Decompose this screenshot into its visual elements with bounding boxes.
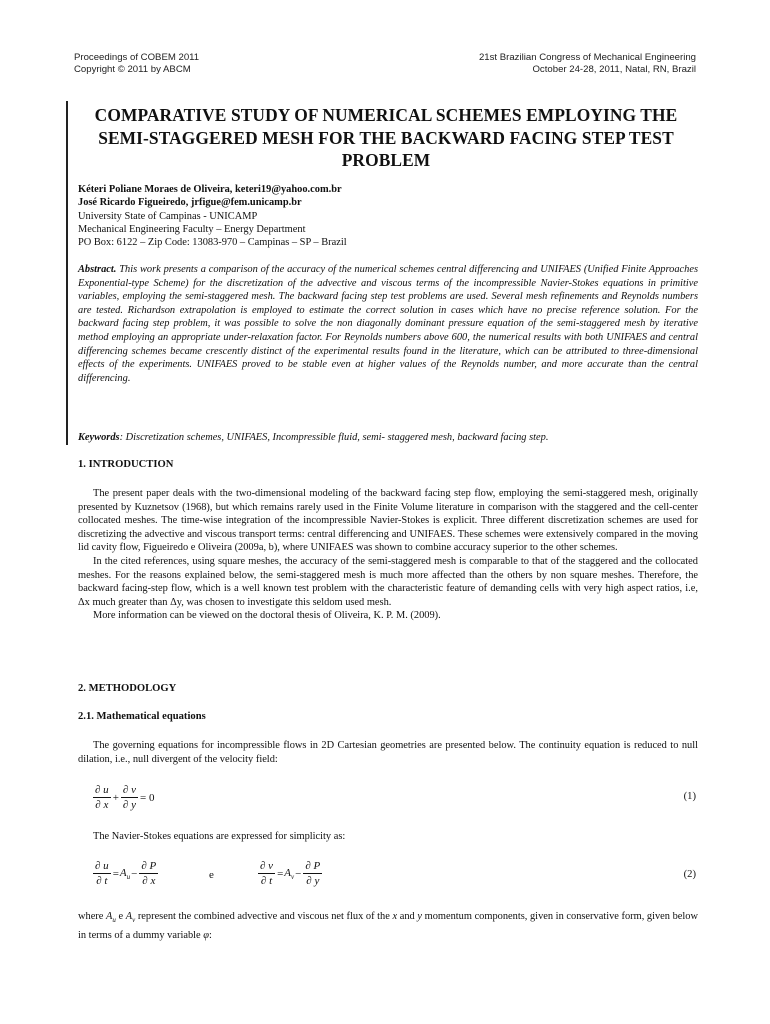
methods-paragraph-3: where $A_u$ e $A_v$ represent the combined advective and viscous net flux of the x and y momentum components, given in conservative form, given below in terms of a dummy variable φ: (78, 911, 698, 941)
affiliation-3: PO Box: 6122 – Zip Code: 13083-970 – Campinas – SP – Brazil (78, 237, 347, 249)
intro-paragraph-2: In the cited references, using square meshes, the accuracy of the semi-staggered mesh is comparable to that of the staggered and the collocated meshes. For the reasons explained below, the semi-staggered mesh is much more affected than the others by non square meshes. Therefore, the backward facing-step flow, which is a well known test problem with the characteristic feature of demanding cells with very high aspect ratios, i.e, Δx much greater than Δy, was chosen to investigate this seldom used mesh. (78, 555, 698, 608)
author-block (78, 183, 698, 249)
introduction-body (78, 487, 698, 623)
abstract-text: This work presents a comparison of the accuracy of the numerical schemes central differencing and UNIFAES (Unified Finite Approaches Exponential-type Scheme) for the discretization of the advective and viscous terms of the incompressible Navier-Stokes equations in primitive variables, employing the semi-staggered mesh. The backward facing step test problems are used. Several mesh refinements and Reynolds numbers are tested. Richardson extrapolation is employed to estimate the correct solution in cases which have no precise reference solution. For the backward facing step problem, it was possible to solve the non diagonally dominant pressure equation of the semi-staggered mesh by iterative method employing an appropriate under-relaxation factor. For Reynolds numbers above 600, the numerical results with both UNIFAES and central differencing schemes became crescently distinct of the experimental results found in the literature, which can be attributed to three-dimensional effects of the experiments. UNIFAES proved to be stable even at higher values of the Reynolds number, and more accurate than the central differencing. (78, 264, 698, 384)
author-2: José Ricardo Figueiredo, jrfigue@fem.unicamp.br (78, 197, 302, 209)
e-word: e (118, 911, 124, 922)
title-line-3: PROBLEM (341, 150, 431, 170)
title-line-1: COMPARATIVE STUDY OF NUMERICAL SCHEMES EMPLOYING THE (94, 105, 678, 125)
represent-text: represent the combined advective and viscous net flux of the (137, 911, 390, 922)
subsection-heading-equations: 2.1. Mathematical equations (78, 711, 206, 722)
keywords-label: Keywords (78, 432, 120, 443)
title-line-2: SEMI-STAGGERED MESH FOR THE BACKWARD FACING STEP TEST (98, 127, 674, 148)
equation-2-number: (2) (683, 869, 696, 880)
proceedings-line: Proceedings of COBEM 2011 (74, 52, 200, 63)
methods-text-1: The governing equations for incompressible flows in 2D Cartesian geometries are presented below. The continuity equation is reduced to null dilation, i.e., null divergent of the velocity field: (78, 740, 698, 765)
section-heading-methodology: 2. METHODOLOGY (78, 683, 177, 694)
author-1: Kéteri Poliane Moraes de Oliveira, keteri19@yahoo.com.br (78, 184, 342, 195)
running-header-left (74, 52, 199, 76)
equation-1: $\frac{\partial u}{\partial x}$ + $\frac{\partial v}{\partial y}$ = 0 (95, 784, 155, 811)
date-line: October 24-28, 2011, Natal, RN, Brazil (532, 64, 696, 75)
equation-2-v: $\frac{\partial v}{\partial t}$ $=A_v-$ $\frac{\partial P}{\partial y}$ (260, 860, 321, 887)
congress-line: 21st Brazilian Congress of Mechanical Engineering (478, 52, 696, 63)
keywords (78, 431, 698, 445)
methods-text-2: The Navier-Stokes equations are expressed for simplicity as: (93, 831, 346, 842)
affiliation-2: Mechanical Engineering Faculty – Energy Department (78, 223, 306, 235)
methods-paragraph-1 (78, 739, 698, 766)
equation-2-connector: e (209, 869, 214, 881)
left-margin-bar (66, 101, 68, 445)
intro-paragraph-1: The present paper deals with the two-dimensional modeling of the backward facing step flow, employing the semi-staggered mesh, originally presented by Kuznetsov (1968), but which remains rarely used in the Finite Volume literature in comparison with the staggered and the cell-center collocated meshes. The time-wise integration of the incompressible Navier-Stokes is explicit. Three different discretization schemes are used for discretizing the advective and viscous transport terms: central differencing and UNIFAES. These schemes were extensively compared in the moving lid cavity flow, Figueiredo e Oliveira (2009a, b), where UNIFAES was shown to combine accuracy superior to the other schemes. (78, 488, 698, 554)
running-header-right (479, 52, 696, 76)
where-word: where (78, 911, 104, 922)
copyright-line: Copyright © 2011 by ABCM (74, 64, 191, 75)
momentum-text: momentum components, given in conservative form, given below in terms of a dummy variable (78, 911, 698, 941)
keywords-text: : Discretization schemes, UNIFAES, Incompressible fluid, semi- staggered mesh, backward facing step. (119, 432, 549, 443)
section-heading-introduction: 1. INTRODUCTION (78, 459, 174, 470)
equation-2-u: $\frac{\partial u}{\partial t}$ $=A_u-$ $\frac{\partial P}{\partial x}$ (95, 860, 157, 887)
affiliation-1: University State of Campinas - UNICAMP (78, 210, 258, 222)
abstract (78, 263, 698, 385)
abstract-label: Abstract. (78, 264, 117, 275)
and-word: and (399, 911, 415, 922)
intro-paragraph-3: More information can be viewed on the doctoral thesis of Oliveira, K. P. M. (2009). (93, 610, 441, 622)
methods-paragraph-2 (78, 830, 698, 844)
equation-1-number: (1) (683, 791, 696, 802)
paper-title (74, 104, 698, 172)
